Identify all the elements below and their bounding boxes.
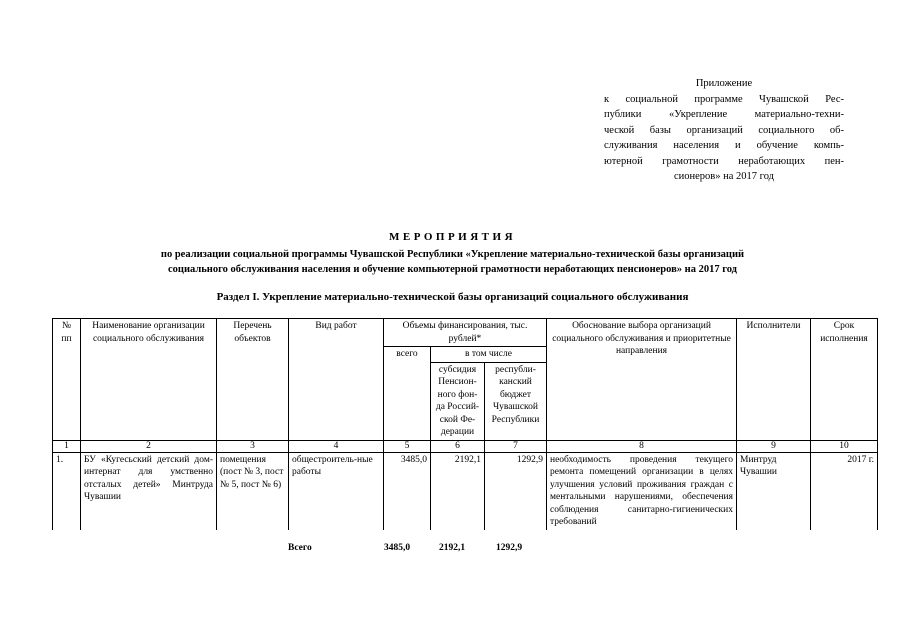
annex-line: ческой базы организаций социального об- [604, 124, 844, 136]
section-heading: Раздел I. Укрепление материально-технической базы организаций социального обслуживания [216, 291, 689, 303]
cell-rb: 1292,9 [485, 452, 547, 530]
table-row [53, 452, 878, 530]
header-objects: Перечень объектов [217, 319, 289, 441]
header-reason: Обоснование выбора организаций социального обслуживания и приоритетные направления [547, 319, 737, 441]
document-subtitle [0, 247, 905, 277]
header-term: Срок исполнения [811, 319, 878, 441]
header-rb: республи-канский бюджет Чувашской Республики [485, 362, 547, 440]
header-num: № пп [53, 319, 81, 441]
col-number: 4 [289, 440, 384, 452]
cell-pfr: 2192,1 [431, 452, 485, 530]
header-executors: Исполнители [737, 319, 811, 441]
header-including: в том числе [431, 347, 547, 363]
totals-total: 3485,0 [384, 543, 411, 553]
totals-pfr: 2192,1 [439, 543, 466, 553]
annex-line: к социальной программе Чувашской Рес- [604, 93, 844, 105]
header-total: всего [384, 347, 431, 441]
header-pfr: субсидия Пенсион-ного фон-да Россий-ской Фе-дерации [431, 362, 485, 440]
cell-term: 2017 г. [811, 452, 878, 530]
col-number: 6 [431, 440, 485, 452]
subtitle-line: социального обслуживания населения и обучение компьютерной грамотности неработающих пенсионеров» на 2017 год [168, 264, 737, 275]
cell-total: 3485,0 [384, 452, 431, 530]
subtitle-line: по реализации социальной программы Чувашской Республики «Укрепление материально-технической базы организаций [160, 249, 745, 260]
cell-objects: помещения (пост № 3, пост № 5, пост № 6) [217, 452, 289, 530]
annex-line: ютерной грамотности неработающих пен- [604, 155, 844, 167]
col-number: 2 [81, 440, 217, 452]
annex-line: служивания населения и обучение компь- [604, 140, 844, 151]
cell-work: общестроитель-ные работы [289, 452, 384, 530]
measures-table [52, 318, 878, 530]
annex-line: публики «Укрепление материально-техни- [604, 109, 844, 120]
col-number: 5 [384, 440, 431, 452]
cell-org: БУ «Кугесьский детский дом-интернат для умственно отсталых детей» Минтруда Чувашии [81, 452, 217, 530]
annex-block [604, 76, 844, 185]
totals-rb: 1292,9 [496, 543, 523, 553]
column-numbers-row [53, 440, 878, 452]
annex-line: сионеров» на 2017 год [673, 171, 774, 182]
header-row [53, 319, 878, 347]
col-number: 9 [737, 440, 811, 452]
header-work: Вид работ [289, 319, 384, 441]
header-org: Наименование организации социального обслуживания [81, 319, 217, 441]
col-number: 7 [485, 440, 547, 452]
cell-reason: необходимость проведения текущего ремонта помещений организации в целях улучшения условий проживания граждан с ментальными нарушениями, обеспечения соблюдения санитарно-гигиенических требований [547, 452, 737, 530]
document-title: МЕРОПРИЯТИЯ [388, 231, 517, 243]
col-number: 8 [547, 440, 737, 452]
col-number: 3 [217, 440, 289, 452]
cell-executors: Минтруд Чувашии [737, 452, 811, 530]
col-number: 1 [53, 440, 81, 452]
annex-title: Приложение [695, 78, 753, 89]
cell-num: 1. [53, 452, 81, 530]
col-number: 10 [811, 440, 878, 452]
totals-label: Всего [288, 543, 312, 553]
header-funding: Объемы финансирования, тыс. рублей* [384, 319, 547, 347]
